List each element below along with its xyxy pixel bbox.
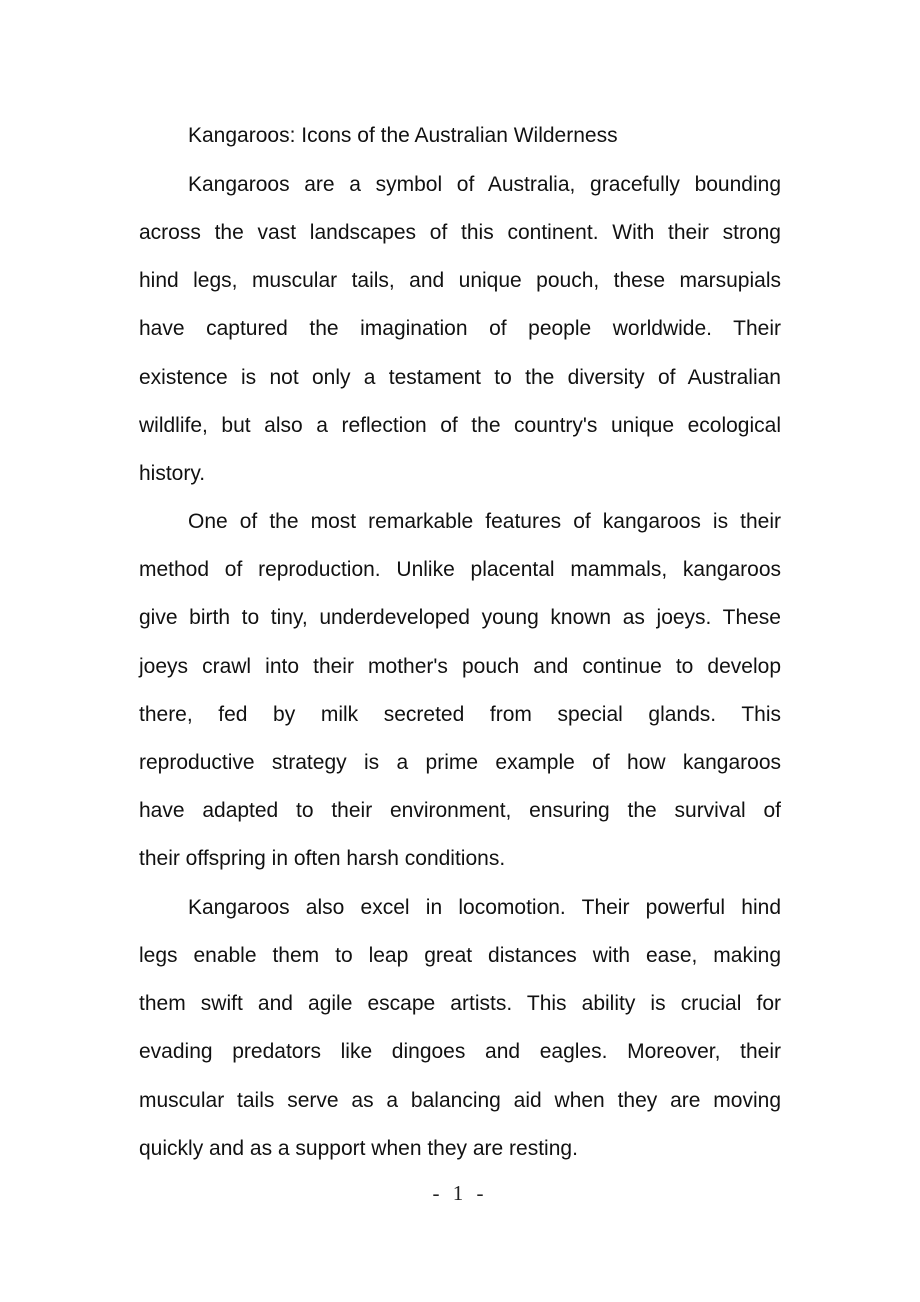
paragraph-3-line-3: them swift and agile escape artists. This ability is crucial for [139,992,781,1015]
paragraph-1-line-5: existence is not only a testament to the diversity of Australian [139,366,781,389]
paragraph-2-line-5: there, fed by milk secreted from special glands. This [139,703,781,726]
paragraph-3-line-1: Kangaroos also excel in locomotion. Their powerful hind [188,896,781,919]
paragraph-1-line-1: Kangaroos are a symbol of Australia, gracefully bounding [188,173,781,196]
paragraph-2-line-4: joeys crawl into their mother's pouch and continue to develop [139,655,781,678]
paragraph-2-line-6: reproductive strategy is a prime example of how kangaroos [139,751,781,774]
page-number: - 1 - [432,1181,488,1205]
paragraph-2-line-1: One of the most remarkable features of kangaroos is their [188,510,781,533]
paragraph-3-line-5: muscular tails serve as a balancing aid when they are moving [139,1089,781,1112]
paragraph-3-line-2: legs enable them to leap great distances with ease, making [139,944,781,967]
document-title: Kangaroos: Icons of the Australian Wilderness [188,124,618,147]
paragraph-2-line-3: give birth to tiny, underdeveloped young known as joeys. These [139,606,781,629]
paragraph-1-line-3: hind legs, muscular tails, and unique pouch, these marsupials [139,269,781,292]
paragraph-3-line-4: evading predators like dingoes and eagles. Moreover, their [139,1040,781,1063]
paragraph-2-line-2: method of reproduction. Unlike placental mammals, kangaroos [139,558,781,581]
paragraph-1-line-7: history. [139,462,206,485]
paragraph-1-line-4: have captured the imagination of people worldwide. Their [139,317,781,340]
paragraph-1-line-6: wildlife, but also a reflection of the country's unique ecological [139,414,781,437]
paragraph-2-line-8: their offspring in often harsh conditions. [139,847,506,870]
paragraph-2-line-7: have adapted to their environment, ensuring the survival of [139,799,781,822]
paragraph-1-line-2: across the vast landscapes of this continent. With their strong [139,221,781,244]
paragraph-3-line-6: quickly and as a support when they are resting. [139,1137,578,1160]
